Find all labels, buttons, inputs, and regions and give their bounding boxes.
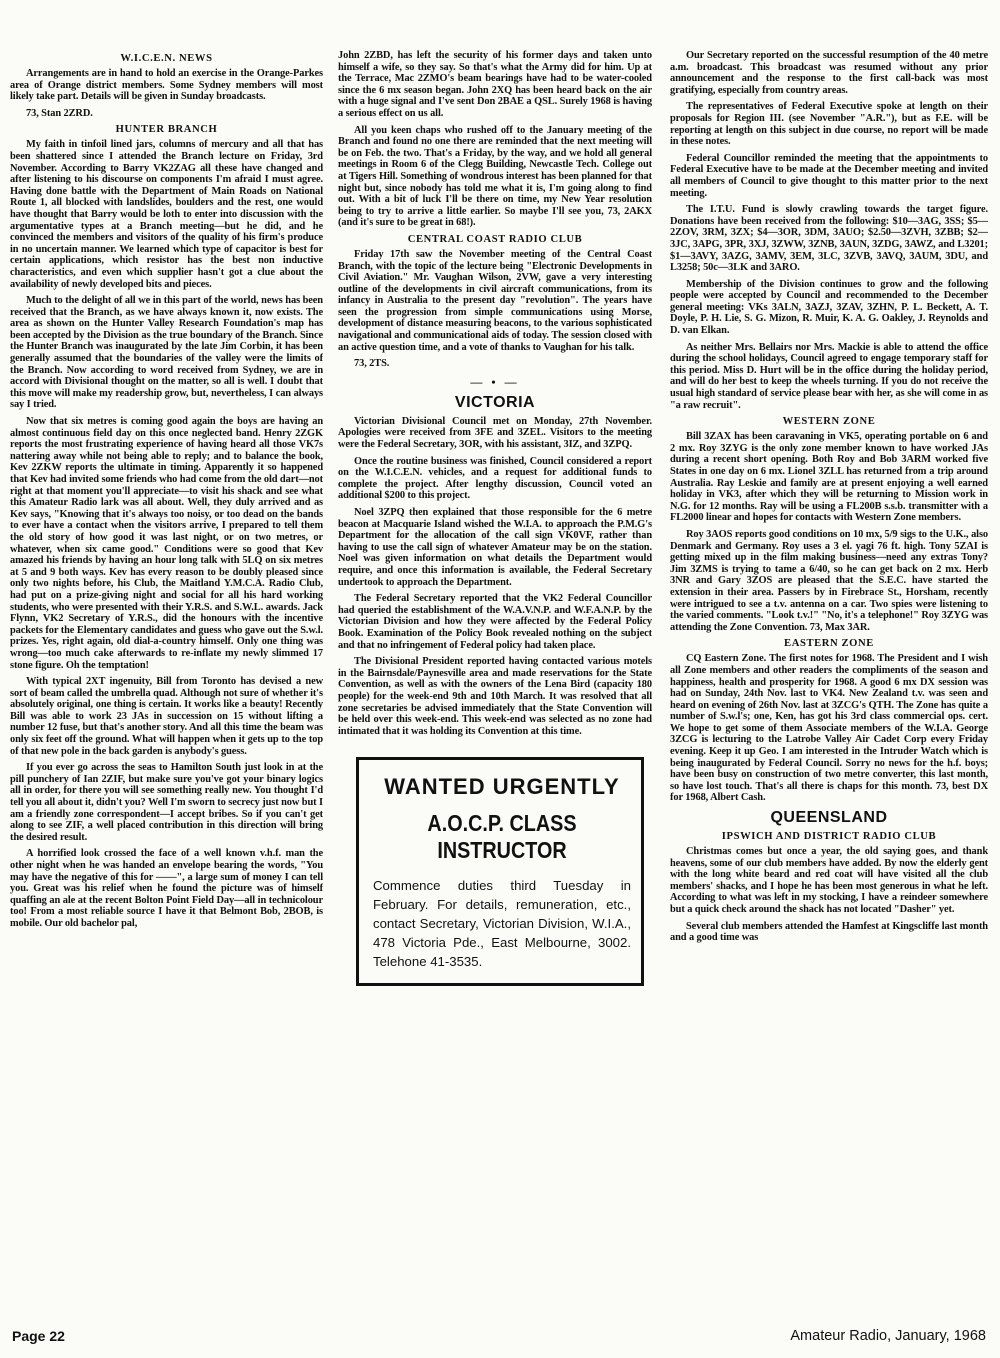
column-right <box>670 50 988 1312</box>
victoria-heading: VICTORIA <box>454 393 536 411</box>
central-coast-heading: CENTRAL COAST RADIO CLUB <box>407 233 583 245</box>
itu-fund-paragraph: The I.T.U. Fund is slowly crawling towards the target figure. Donations have been received from the following: $10—3AG, 3SS; $5—2ZOV, 3RM, 3ZX; $4—3OR, 3DM, 3AUO; $2.50—3ZVH, 3ZBB; $2—3JC, 3APG, 3PR, 3XJ, 3ZWW, 3ZNB, 3AUN, 3ZDG, 3AWZ, and L3201; $1—3AVY, 3AZG, 3AMV, 3EM, 3LC, 3ZVB, 3AVQ, 3AUM, 3DU, and L3258; 50c—3LK and 3ARO. <box>670 204 988 274</box>
ad-subtitle: A.O.C.P. CLASS INSTRUCTOR <box>427 810 577 864</box>
victoria-paragraph-1: Victorian Divisional Council met on Monday, 27th November. Apologies were received from 3FE and 3ZEL. Visitors to the meeting were the Federal Secretary, 3OR, with his assistant, 3IZ, and 3ZPQ. <box>338 415 652 451</box>
western-zone-paragraph-2: Roy 3AOS reports good conditions on 10 mx, 5/9 sigs to the U.K., also Denmark and Germany. Roy uses a 3 el. yagi 76 ft. high. Tony 5ZAI is getting mixed up in the film making business—need any extras Tony? Jim 3ZMS is trying to tame a 6/40, so he can get back on 2 mx. Herb 3NR and Gary 3ZOS are pleased that the S.E.C. have started the extension in their area. Passers by in Firebrace St., Horsham, recently were intrigued to see a t.v. antenna on a car. Two spies were listening to the varied comments. "Look t.v.!" "No, it's a telephone!" Roy 3ZYG was attending the Zone Convention. 73, Max 3AR. <box>670 528 988 633</box>
wicen-signoff: 73, Stan 2ZRD. <box>26 107 93 119</box>
wicen-news-heading: W.I.C.E.N. NEWS <box>120 53 213 64</box>
victoria-continued-paragraph-3: Federal Councillor reminded the meeting that the appointments to Federal Executive have to be made at the December meeting and invited all members of Council to give thought to this matter prior to the next meeting. <box>670 152 988 199</box>
hunter-paragraph-6: A horrified look crossed the face of a well known v.h.f. man the other night when he was handed an envelope bearing the words, "You may have the negative of this for ——", a large sum of money I can tell you. Great was his relief when he found the picture was of himself quaffing an ale at the recent Bolton Point Field Day—all in technicolour too! From a most reliable source I have it that Belmont Bob, 2BOB, is mobile. Our old bachelor pal, <box>10 848 323 929</box>
queensland-heading: QUEENSLAND <box>770 809 888 827</box>
hunter-continued-paragraph-1: John 2ZBD, has left the security of his former days and taken unto himself a wife, so they say. So that's what the Army did for him. Up at the Terrace, Mac 2ZMO's beam bearings have had to be water-cooled since the 6 mx season began. John 2XQ has been heard back on the air with a huge signal and I've sent Don 2BAE a QSL. Surely 1968 is having a serious effect on us all. <box>338 50 652 119</box>
column-left <box>10 50 323 1312</box>
membership-paragraph: Membership of the Division continues to grow and the following people were accepted by Council and recommended to the December general meeting: VKs 3ALN, 3AZJ, 3ZAV, 3ZHN, P. L. Beckett, A. T. Doyle, P. H. Lie, S. G. Mizon, R. Muir, K. A. G. Oakley, J. Reynolds and D. van Elkan. <box>670 278 988 337</box>
central-coast-signoff: 73, 2TS. <box>354 358 390 370</box>
central-coast-paragraph: Friday 17th saw the November meeting of the Central Coast Branch, with the topic of the lecture being "Electronic Developments in Civil Aviation." Mr. Vaughan Wilson, 2VW, gave a very interesting outline of the developments in civil aircraft communications, from its infancy in Australia to the present day "revolution". The years have seen the progression from simple communications using Morse, development of distance measuring beacons, to the various sophisticated navigational and communicational aids of today. The session closed with an active question time, and a vote of thanks to Vaughan for his talk. <box>338 248 652 353</box>
hunter-branch-heading: HUNTER BRANCH <box>115 124 218 136</box>
victoria-continued-paragraph-1: Our Secretary reported on the successful resumption of the 40 metre a.m. broadcast. This broadcast was resumed without any prior announcement and the response to the first call-back was most gratifying, especially from country areas. <box>670 50 988 96</box>
eastern-zone-heading: EASTERN ZONE <box>784 638 874 650</box>
column-middle <box>338 50 652 1312</box>
hunter-paragraph-4: With typical 2XT ingenuity, Bill from Toronto has devised a new sort of beam called the umbrella quad. Although not sure of whether it's absolutely original, one thing is certain. It works like a beauty! Recently Bill was able to work 23 JAs in succession on 15 without lifting a number 12 fuse, but that's another story. And all this time the beam was only six feet off the ground. What will happen when it gets up to the top of that new pole in the back garden is anybody's guess. <box>10 676 323 757</box>
ipswich-paragraph-2: Several club members attended the Hamfest at Kingscliffe last month and a good time was <box>670 920 988 944</box>
victoria-continued-paragraph-2: The representatives of Federal Executive spoke at length on their proposals for Region III. (see November "A.R."), but as F.E. will be reporting at length on this subject in due course, no report will be made in these notes. <box>670 101 988 148</box>
hunter-paragraph-1: My faith in tinfoil lined jars, columns of mercury and all that has been shattered since I attended the Branch lecture on Friday, 3rd November. According to Barry VK2ZAG all these have changed and after listening to his discourse on components I'm afraid I must agree. Having done battle with the Department of Main Roads on National Route 1, all blocked with landslides, boulders and the rest, one would have thought that Barry would be loth to enter into discussion with the argumentative types at a Branch meeting—but he did, and he convinced the members and visitors of the quality of his firm's produce in no uncertain manner. We learned which type of capacitor is best for certain applications, which resistor has the best non inductive characteristics, and even which supplier hasn't got a clue about the availability of newly developed bits and pieces. <box>10 139 323 290</box>
eastern-zone-paragraph: CQ Eastern Zone. The first notes for 1968. The President and I wish all Zone members and other readers the compliments of the season and happiness, health and prosperity for 1968. A good 6 mx DX session was had on Sunday, 24th Nov. last to VK4. New Zealand t.v. was seen and heard on evening of 26th Nov. last at 3ZCG's QTH. The Zone has quite a number of S.w.l's; one, Ken, has got his 3rd class commercial ops. cert. We hope to get some of them Associate members of the W.I.A. George 3ZCG is lecturing to the Latrobe Valley Air Cadet Corp every Friday evening. Keep it up Geo. I am interested in the Intruder Watch which is being inaugurated by Federal Council. Sorry no news for the h.f. boys; have been busy on construction of two metre converter, this last month, so have lost touch. That's all there is chaps for this month. 73, best DX for 1968, Albert Cash. <box>670 653 988 804</box>
victoria-paragraph-3: Noel 3ZPQ then explained that those responsible for the 6 metre beacon at Macquarie Island wished the W.I.A. to approach the P.M.G's Department for the allocation of the call sign VK0VF, rather than having to use the call sign of whatever Amateur may be on the station. Noel was given information on what details the Department would require, and once this information is available, the Federal Secretary undertook to approach the Department. <box>338 507 652 588</box>
ipswich-club-heading: IPSWICH AND DISTRICT RADIO CLUB <box>721 831 937 843</box>
ad-body: Commence duties third Tuesday in February. For details, remuneration, etc., contact Secretary, Victorian Division, W.I.A., 478 Victoria Pde., East Melbourne, 3002. Telehone 41-3535. <box>373 878 631 970</box>
page-number: Page 22 <box>12 1328 65 1344</box>
hunter-paragraph-5: If you ever go across the seas to Hamilton South just look in at the pill punchery of Ian 2ZIF, but make sure you've got your binary logics all in order, for there you will see something really new. You thought I'd tell you all about it, didn't you? Well I'm sworn to secrecy just now but I am a friendly zone correspondent—I accept bribes. So if you can't get along to see ZIF, a well placed contribution in this direction will bring the desired result. <box>10 762 323 843</box>
magazine-issue: Amateur Radio, January, 1968 <box>790 1328 986 1344</box>
hunter-paragraph-2: Much to the delight of all we in this part of the world, news has been received that the Branch, as we have always known it, now exists. The area as shown on the Hunter Valley Research Foundation's map has been accepted by the Division as the true boundary of the Branch. Since the Hunter Branch was inaugurated by the late Jim Corbin, it has been generally assumed that the boundaries of the valley were the limits of the Branch. Now according to word received from Sydney, we are in accord with Divisional thought on the matter, so all is well. I doubt that this move will make my readership grow, but, nevertheless, I can always say I tried. <box>10 295 323 411</box>
office-staff-paragraph: As neither Mrs. Bellairs nor Mrs. Mackie is able to attend the office during the school holidays, Council agreed to engage temporary staff for this period. Miss D. Hurt will be in the office during the holiday period, and will do her best to keep the wheels turning. If you do not receive the usual high standard of service please bear with her, as she will come in as "a raw recruit". <box>670 341 988 411</box>
hunter-paragraph-3: Now that six metres is coming good again the boys are having an almost continuous field day on this once neglected band. Henry 2ZGK reports the most frustrating experience of having heard all those VK7s nattering away while not being able to reply; and to balance the book, Kev 2ZKW reports the ultimate in timing. Apparently it so happened that Kev had invited some friends who had come from the old dart—not right at that moment you'll appreciate—to visit his shack and see what this Amateur Radio lark was all about. Well, they duly arrived and as Kev says, "Knowing that it's always too noisy, or too dead on the bands to ever have a contact when the visitors arrive, I prepared to tell them the old story of how good it was last night, or on two metres, or whatever, when six came good." Conditions were so good that Kev amazed his friends by having an hour long talk with 5LQ on six metres at 5 and 9 both ways. Kev has every reason to be doubly pleased since only two nights before, his Club, the Maitland Y.M.C.A. Radio Club, had put on a prize-giving night and social for all his hard working students, who were presented with their Y.R.S. and S.W.L. awards. Jack Flynn, VK2 Secretary of Y.R.S., did the honours with the incentive packets for the Elementary candidates and guess who gave out the S.w.l. prizes. Yes, right again, old dial-a-country himself. Only one thing was wrong—too much cake afterwards to re-inflate my newly slimmed 17 stone figure. Oh the temptation! <box>10 416 323 671</box>
victoria-paragraph-5: The Divisional President reported having contacted various motels in the Bairnsdale/Paynesville area and made reservations for the State Convention, as well as with the owners of the Lena Bird (capacity 180 people) for the week-end 9th and 10th March. It was resolved that all zone secretaries be advised immediately that the State Convention will be held over this week-end. This week-end was selected as no zone had intimated that it was holding its Convention at this time. <box>338 656 652 737</box>
victoria-paragraph-4: The Federal Secretary reported that the VK2 Federal Councillor had queried the establishment of the W.A.V.N.P. and W.F.A.N.P. by the Victorian Division and how they were affected by the Federal Policy Book. Examination of the Policy Book revealed nothing on the subject and that no infringement of Federal policy had taken place. <box>338 593 652 651</box>
western-zone-paragraph-1: Bill 3ZAX has been caravaning in VK5, operating portable on 6 and 2 mx. Roy 3ZYG is the only zone member known to have worked JAs during a recent short opening. Both Roy and Bob 3ARM worked five States in one day on 6 mx. Lionel 3ZLL has returned from a trip around Australia. Ray Leskie and family are at present enjoying a well earned holiday in VK3, after which they will be returning to Mission work in N.G. for 12 months. Ray will be using a FL200B s.s.b. transmitter with a FL2000 linear and hopes for contacts with Western Zone members. <box>670 431 988 524</box>
hunter-continued-paragraph-2: All you keen chaps who rushed off to the January meeting of the Branch and found no one there are reminded that the next meeting will be on Feb. the two. That's a Friday, by the way, and we hold all general meetings in Room 6 of the Clegg Building, Newcastle Tech. College out at Tigers Hill. Something of wondrous interest has been planned for that night but, since nobody has told me what it is, I'm going along to find out. With a bit of luck I'll be there on time, my New Year resolution being to try to arrive a little earlier. So maybe I'll see you, 73, 2AKX (and it's sure to be great in 68!). <box>338 124 652 229</box>
ad-title: WANTED URGENTLY <box>384 774 620 800</box>
wicen-paragraph: Arrangements are in hand to hold an exercise in the Orange-Parkes area of Orange district members. Some Sydney members will most likely take part. Details will be given in Sunday broadcasts. <box>10 68 323 103</box>
wanted-advertisement <box>356 757 644 986</box>
ipswich-paragraph-1: Christmas comes but once a year, the old saying goes, and thank heavens, some of our club members have added. By now the elderly gent with the long white beard and red coat will have visited all the club members' shacks, and I hope he has been most generous in what he left. According to what was left in my stocking, I have a reindeer somewhere but a quick check around the shack has not located "Dasher" yet. <box>670 846 988 915</box>
western-zone-heading: WESTERN ZONE <box>782 416 876 428</box>
victoria-paragraph-2: Once the routine business was finished, Council considered a report on the W.I.C.E.N. vehicles, and a request for additional funds to complete the project. After lengthy discussion, Council voted an additional $200 to this project. <box>338 455 652 502</box>
section-divider: — • — <box>470 374 520 389</box>
